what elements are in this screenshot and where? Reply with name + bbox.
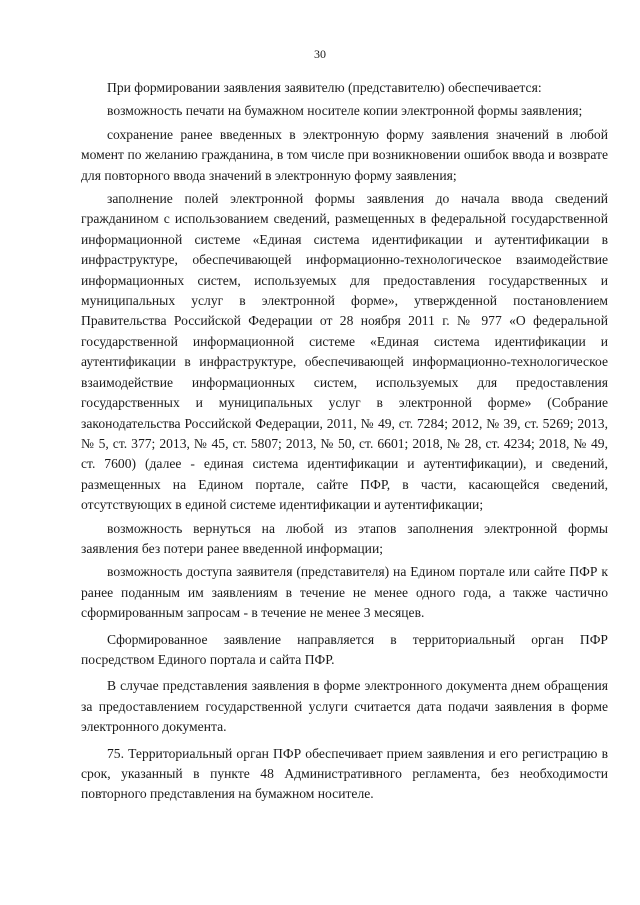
paragraph-submission: Сформированное заявление направляется в территориальный орган ПФР посредством Единого портала и сайта ПФР. [81, 631, 608, 667]
paragraph-print-copy: возможность печати на бумажном носителе копии электронной формы заявления; [107, 103, 583, 119]
page-number: 30 [314, 47, 326, 61]
paragraph-access-applications: возможность доступа заявителя (представителя) на Едином портале или сайте ПФР к ранее поданным им заявлениям в течение не менее одного года, а также частично сформированным запросам - в течение не менее 3 месяцев. [81, 564, 608, 621]
paragraph-return-to-step: возможность вернуться на любой из этапов заполнения электронной формы заявления без потери ранее введенной информации; [81, 520, 608, 556]
paragraph-save-values: сохранение ранее введенных в электронную форму заявления значений в любой момент по желанию гражданина, в том числе при возникновении ошибок ввода и возврате для повторного ввода значений в электронную форму заявления; [81, 126, 608, 183]
paragraph-75-registration: 75. Территориальный орган ПФР обеспечивает прием заявления и его регистрацию в срок, указанный в пункте 48 Административного регламента, без необходимости повторного представления на бумажном носителе. [81, 745, 608, 802]
paragraph-intro: При формировании заявления заявителю (представителю) обеспечивается: [107, 80, 542, 95]
paragraph-prefill-fields: заполнение полей электронной формы заявления до начала ввода сведений гражданином с использованием сведений, размещенных в федеральной государственной информационной системе «Единая система идентификации и аутентификации в инфраструктуре, обеспечивающей информационно-технологическое взаимодействие информационных систем, используемых для предоставления государственных и муниципальных услуг в электронной форме», утвержденной постановлением Правительства Российской Федерации от 28 ноября 2011 г. № 977 «О федеральной государственной информационной системе «Единая система идентификации и аутентификации в инфраструктуре, обеспечивающей информационно-технологическое взаимодействие информационных систем, используемых для предоставления государственных и муниципальных услуг в электронной форме» (Собрание законодательства Российской Федерации, 2011, № 49, ст. 7284; 2012, № 39, ст. 5269; 2013, № 5, ст. 377; 2013, № 45, ст. 5807; 2013, № 50, ст. 6601; 2018, № 28, ст. 4234; 2018, № 49, ст. 7600) (далее - единая система идентификации и аутентификации), и сведений, размещенных на Едином портале, сайте ПФР, в части, касающейся сведений, отсутствующих в единой системе идентификации и аутентификации; [81, 191, 608, 513]
document-body [81, 78, 608, 808]
paragraph-filing-date: В случае представления заявления в форме электронного документа днем обращения за предоставлением государственной услуги считается дата подачи заявления в форме электронного документа. [81, 678, 608, 735]
